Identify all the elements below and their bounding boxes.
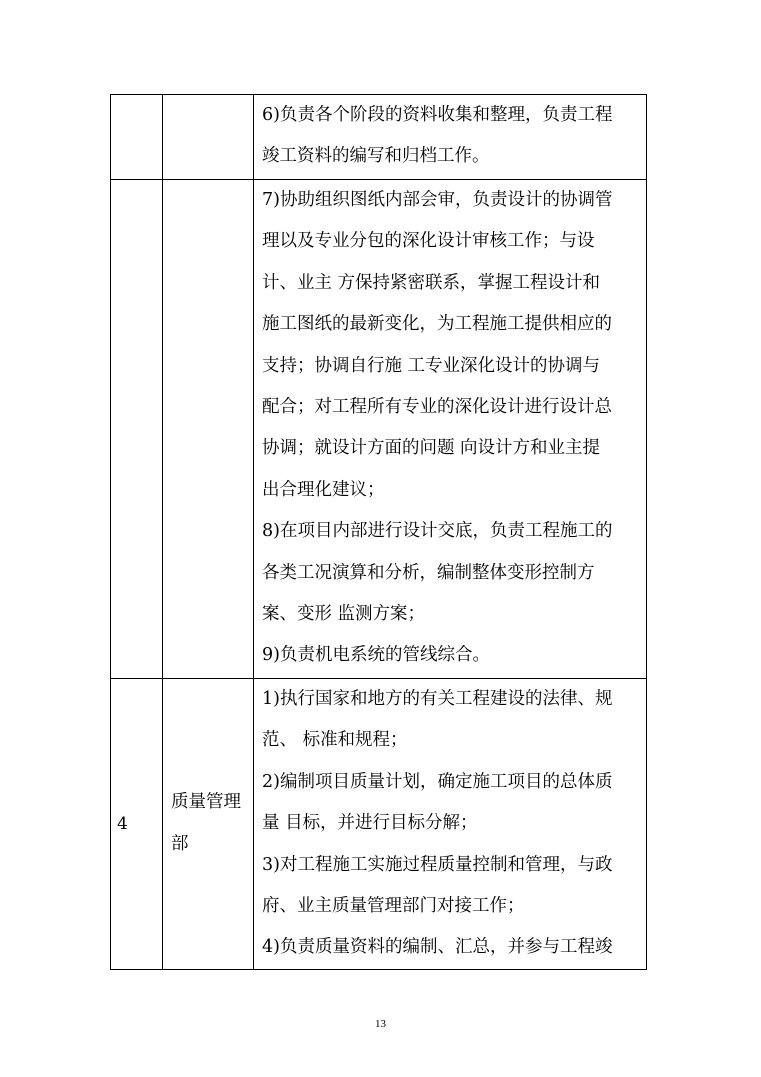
duties-cell bbox=[254, 180, 647, 679]
duty-line: 出合理化建议； bbox=[262, 479, 385, 500]
duty-line: 2)编制项目质量计划，确定施工项目的总体质 bbox=[262, 771, 613, 792]
duty-line: 6)负责各个阶段的资料收集和整理，负责工程 bbox=[262, 105, 613, 125]
duty-line: 府、业主质量管理部门对接工作； bbox=[262, 895, 525, 916]
department-cell bbox=[163, 95, 254, 180]
table-row bbox=[111, 95, 647, 180]
duty-line: 案、变形 监测方案； bbox=[262, 603, 426, 624]
duty-line: 配合；对工程所有专业的深化设计进行设计总 bbox=[262, 396, 612, 417]
duty-line: 各类工况演算和分析，编制整体变形控制方 bbox=[262, 562, 595, 583]
responsibility-table bbox=[110, 94, 647, 970]
department-line: 质量管理 bbox=[171, 792, 241, 813]
duty-line: 施工图纸的最新变化，为工程施工提供相应的 bbox=[262, 314, 612, 335]
duty-line: 7)协助组织图纸内部会审，负责设计的协调管 bbox=[262, 190, 613, 210]
department-cell bbox=[163, 679, 254, 970]
duty-line: 1)执行国家和地方的有关工程建设的法律、规 bbox=[262, 689, 613, 709]
duties-text bbox=[254, 180, 646, 677]
duty-line: 理以及专业分包的深化设计审核工作；与设 bbox=[262, 231, 595, 252]
duty-line: 量 目标，并进行目标分解； bbox=[262, 813, 478, 834]
department-line: 部 bbox=[171, 833, 189, 854]
duty-line: 范、 标准和规程； bbox=[262, 730, 408, 751]
department-name bbox=[163, 782, 253, 865]
duty-line: 8)在项目内部进行设计交底，负责工程施工的 bbox=[262, 521, 613, 542]
duty-line: 3)对工程施工实施过程质量控制和管理，与政 bbox=[262, 854, 613, 875]
duty-line: 9)负责机电系统的管线综合。 bbox=[262, 645, 490, 666]
row-number-cell bbox=[111, 95, 163, 180]
duty-line: 竣工资料的编写和归档工作。 bbox=[262, 146, 490, 167]
table-row bbox=[111, 679, 647, 970]
department-cell bbox=[163, 180, 254, 679]
duty-line: 协调；就设计方面的问题 向设计方和业主提 bbox=[262, 438, 601, 459]
page-number: 13 bbox=[375, 1018, 386, 1030]
duties-cell bbox=[254, 95, 647, 180]
row-number-cell: 4 bbox=[111, 679, 163, 970]
duty-line: 计、业主 方保持紧密联系，掌握工程设计和 bbox=[262, 272, 601, 293]
duties-cell bbox=[254, 679, 647, 970]
duty-line: 支持；协调自行施 工专业深化设计的协调与 bbox=[262, 355, 601, 376]
duty-line: 4)负责质量资料的编制、汇总，并参与工程竣 bbox=[262, 937, 613, 958]
row-number-cell bbox=[111, 180, 163, 679]
duties-text bbox=[254, 95, 646, 178]
table-row bbox=[111, 180, 647, 679]
duties-text bbox=[254, 679, 646, 969]
